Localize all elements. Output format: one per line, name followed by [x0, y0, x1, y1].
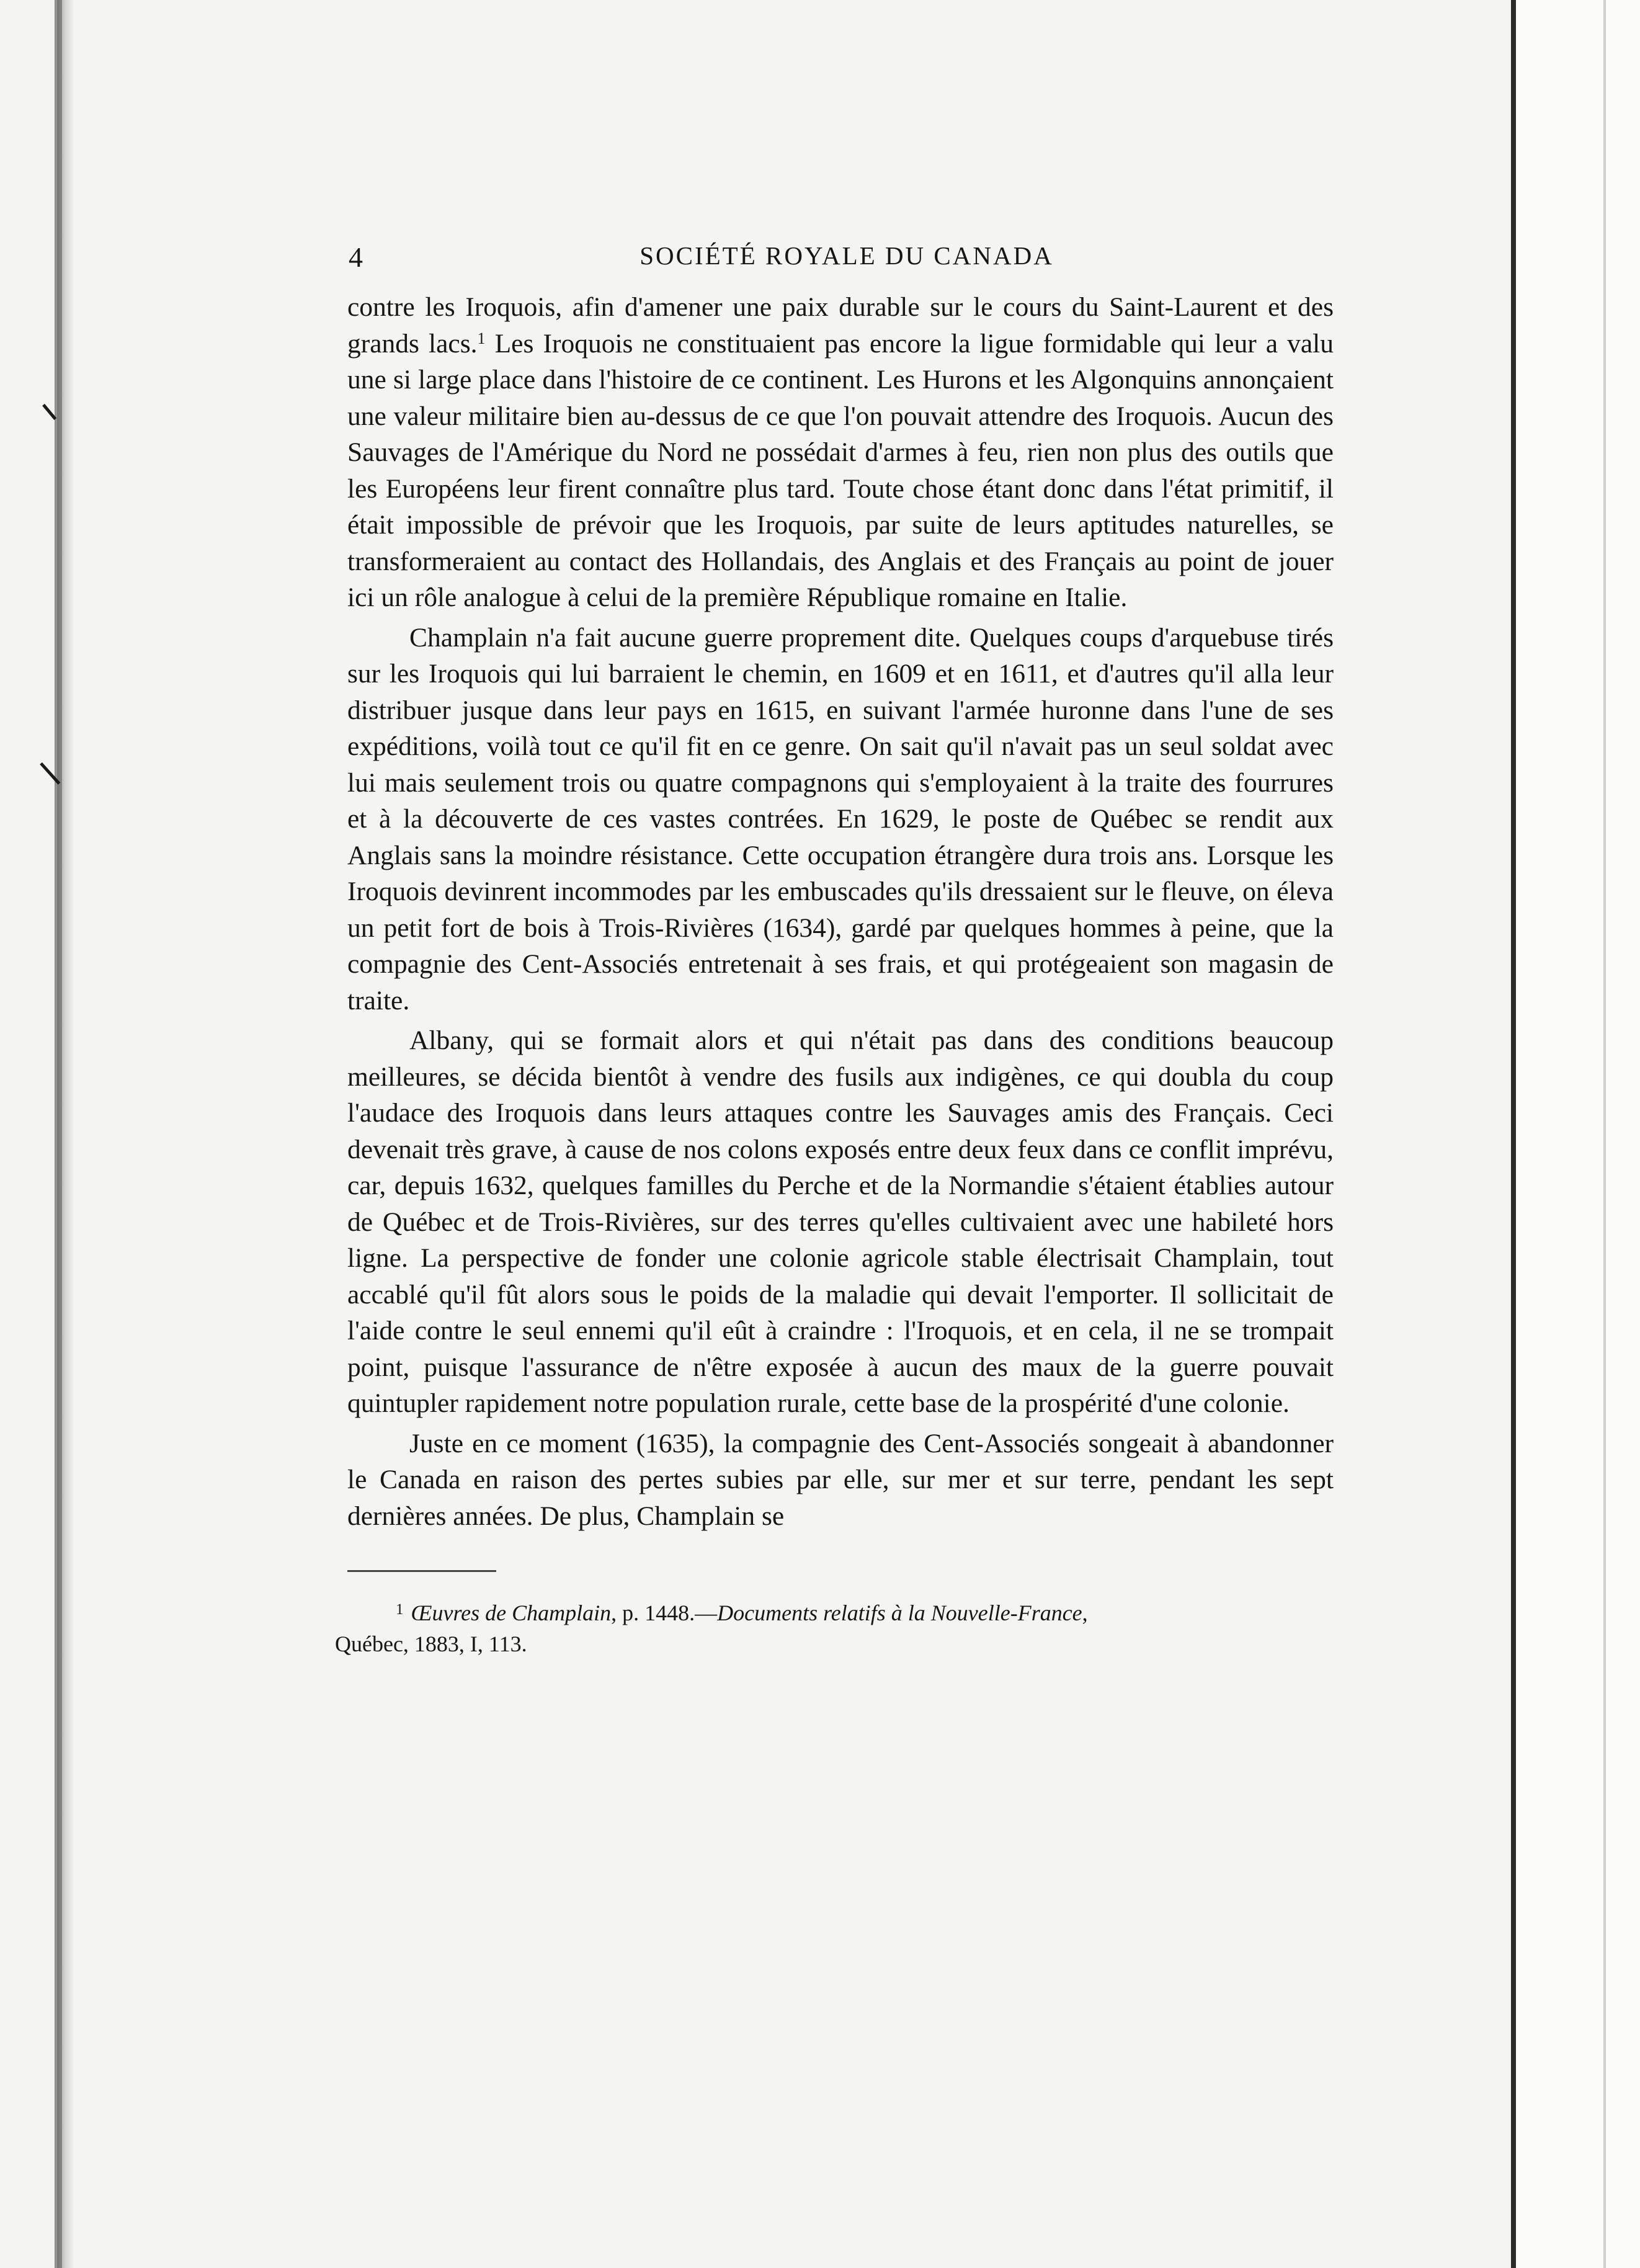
- book-page: [335, 241, 1334, 1659]
- footnote-citation-3: Québec, 1883, I, 113.: [335, 1632, 527, 1656]
- footnote-rule: [347, 1570, 496, 1572]
- footnote: [335, 1594, 1334, 1659]
- paragraph-4: Juste en ce moment (1635), la compagnie des Cent-Associés songeait à abandonner le Canada en raison des pertes subies par elle, sur mer et sur terre, pendant les sept dernières années. De plus, Champlain se: [347, 1428, 1334, 1531]
- footnote-work-title: Œuvres de Champlain: [411, 1601, 612, 1625]
- paragraph-1-text-continued: Les Iroquois ne constituaient pas encore la ligue formidable qui leur a valu une si large place dans l'histoire de ce continent. Les Hurons et les Algonquins annonçaient une valeur militaire bien au-dessus de ce que l'on pouvait attendre des Iroquois. Aucun des Sauvages de l'Amérique du Nord ne possédait d'armes à feu, rien non plus des outils que les Européens leur firent connaître plus tard. Toute chose étant donc dans l'état primitif, il était impossible de prévoir que les Iroquois, par suite de leurs aptitudes naturelles, se transformeraient au contact des Hollandais, des Anglais et des Français au point de jouer ici un rôle analogue à celui de la première République romaine en Italie.: [347, 328, 1334, 612]
- paragraph-3: Albany, qui se formait alors et qui n'était pas dans des conditions beaucoup meilleures, se décida bientôt à vendre des fusils aux indigènes, ce qui doubla du coup l'audace des Iroquois dans leurs attaques contre les Sauvages amis des Français. Ceci devenait très grave, à cause de nos colons exposés entre deux feux dans ce conflit imprévu, car, depuis 1632, quelques familles du Perche et de la Normandie s'étaient établies autour de Québec et de Trois-Rivières, sur des terres qu'elles cultivaient avec une habileté hors ligne. La perspective de fonder une colonie agricole stable électrisait Champlain, tout accablé qu'il fût alors sous le poids de la maladie qui devait l'emporter. Il sollicitait de l'aide contre le seul ennemi qu'il eût à craindre : l'Iroquois, et en cela, il ne se trompait point, puisque l'assurance de n'être exposée à aucun des maux de la guerre pouvait quintupler rapidement notre population rurale, cette base de la prospérité d'une colonie.: [347, 1025, 1334, 1418]
- paragraph-1: [347, 289, 1334, 616]
- scan-right-fold: [1603, 0, 1606, 2268]
- footnote-citation-2: ,: [1082, 1601, 1088, 1625]
- paragraph-2: Champlain n'a fait aucune guerre proprement dite. Quelques coups d'arquebuse tirés sur les Iroquois qui lui barraient le chemin, en 1609 et en 1611, et d'autres qu'il alla leur distribuer jusque dans leur pays en 1615, en suivant l'armée huronne dans l'une de ses expéditions, voilà tout ce qu'il fit en ce genre. On sait qu'il n'avait pas un seul soldat avec lui mais seulement trois ou quatre compagnons qui s'employaient à la traite des fourrures et à la découverte de ces vastes contrées. En 1629, le poste de Québec se rendit aux Anglais sans la moindre résistance. Cette occupation étrangère dura trois ans. Lorsque les Iroquois devinrent incommodes par les embuscades qu'ils dressaient sur le fleuve, on éleva un petit fort de bois à Trois-Rivières (1634), gardé par quelques hommes à peine, que la compagnie des Cent-Associés entretenait à ses frais, et qui protégeaient son magasin de traite.: [347, 622, 1334, 1016]
- scan-left-shadow: [57, 0, 62, 2268]
- running-head-title: SOCIÉTÉ ROYALE DU CANADA: [640, 241, 1054, 270]
- footnote-work-title-2: Documents relatifs à la Nouvelle-France: [717, 1601, 1082, 1625]
- paragraph-1-text: contre les Iroquois, afin d'amener une paix durable sur le cours du Saint-Laurent et des grands lacs.: [347, 292, 1334, 359]
- running-head: [347, 241, 1334, 284]
- body-text: [347, 289, 1334, 1534]
- scan-right-edge: [1511, 0, 1640, 2268]
- footnote-citation: , p. 1448.—: [611, 1601, 718, 1625]
- page-number: 4: [349, 241, 365, 273]
- footnote-reference[interactable]: 1: [477, 329, 486, 347]
- footnote-number: 1: [396, 1601, 404, 1618]
